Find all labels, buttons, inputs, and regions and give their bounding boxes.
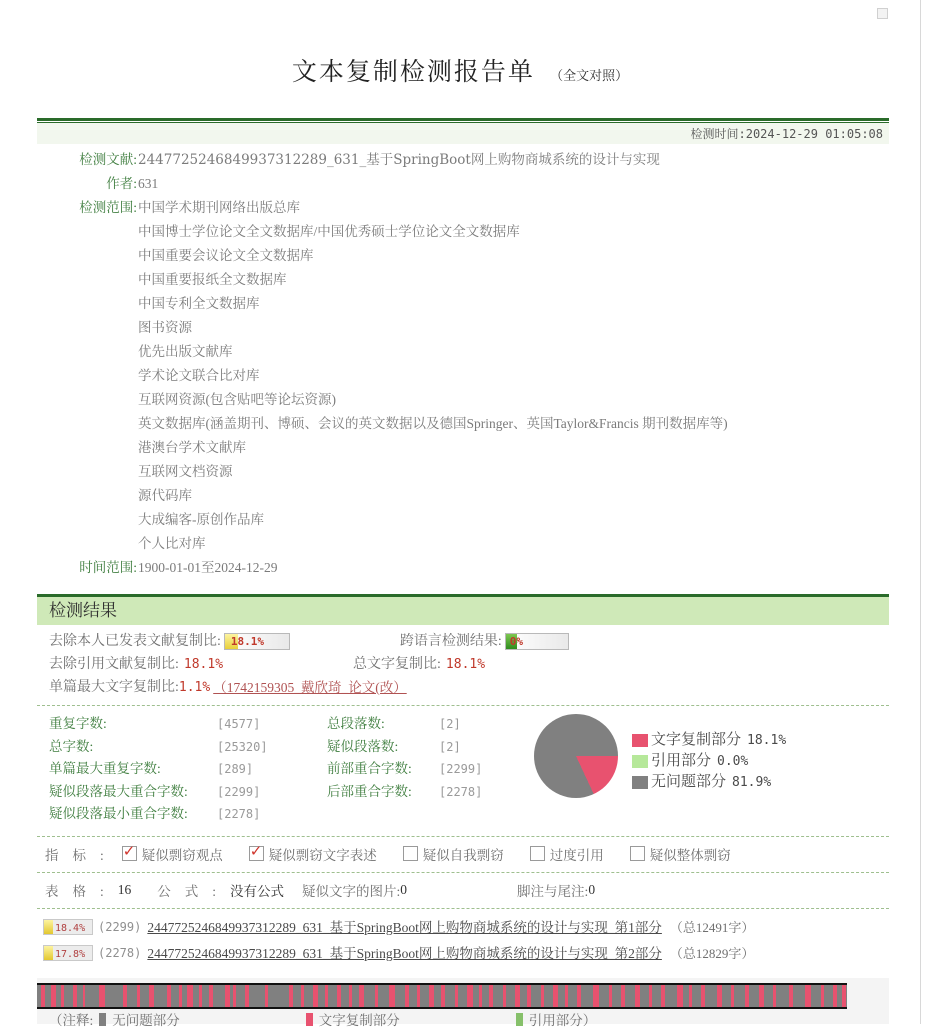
- scope-item-9: 英文数据库(涵盖期刊、博硕、会议的英文数据以及德国Springer、英国Taylor&Francis 期刊数据库等): [138, 416, 728, 431]
- stat-key-2: 单篇最大重复字数:: [49, 761, 161, 776]
- page-title-main: 文本复制检测报告单: [291, 57, 535, 86]
- footnote-label: 脚注与尾注:: [517, 883, 589, 899]
- strip-bar: [789, 985, 793, 1007]
- strip-bar: [635, 985, 640, 1007]
- meta-row-range: [37, 556, 889, 580]
- strip-bar: [123, 985, 127, 1007]
- strip-bar: [842, 985, 846, 1007]
- max-single-label: 单篇最大文字复制比:: [49, 680, 179, 695]
- window-right-edge: [920, 0, 921, 1024]
- stat-key-r1: 疑似段落数:: [327, 738, 399, 754]
- stats-row: [49, 713, 529, 736]
- strip-bar: [701, 985, 705, 1007]
- strip-bar: [689, 985, 692, 1007]
- checkbox-over-quotation[interactable]: [530, 846, 545, 861]
- strip-bar: [99, 985, 105, 1007]
- strip-bar: [41, 985, 45, 1007]
- strip-bar: [301, 985, 304, 1007]
- strip-bar: [51, 985, 56, 1007]
- meta-row-scope: [37, 196, 889, 220]
- stat-key-4: 疑似段落最小重合字数:: [49, 806, 188, 821]
- checkbox-whole-plagiarism[interactable]: [630, 846, 645, 861]
- similarity-distribution-strip: [37, 983, 847, 1009]
- stat-val-2: [289]: [217, 762, 254, 776]
- author-value: 631: [138, 176, 159, 191]
- cross-lang-value: 0%: [509, 635, 524, 648]
- legend-swatch-copied: [632, 734, 648, 747]
- stat-val-r1: [2]: [439, 739, 461, 754]
- stats-row: [49, 803, 529, 826]
- scope-item-0: 中国学术期刊网络出版总库: [138, 200, 300, 215]
- strip-bar: [417, 985, 420, 1007]
- strip-bar: [609, 985, 612, 1007]
- strip-bar: [527, 985, 531, 1007]
- strip-bar: [565, 985, 568, 1007]
- strip-bar: [245, 985, 249, 1007]
- table-formula-row: [37, 873, 889, 909]
- stats-row: [49, 758, 529, 781]
- page-title: [0, 52, 920, 88]
- strip-bar: [479, 985, 482, 1007]
- strip-bar: [83, 985, 85, 1007]
- stats-table: [49, 713, 529, 826]
- scope-item-2: 中国重要会议论文全文数据库: [138, 248, 314, 263]
- strip-bar: [73, 985, 77, 1007]
- cross-lang-gauge: [505, 633, 569, 650]
- legend-label-quoted: 引用部分: [651, 753, 712, 769]
- legend-label-copied: 文字复制部分: [651, 732, 742, 748]
- checkbox-self-plagiarism[interactable]: [403, 846, 418, 861]
- strip-bar: [541, 985, 544, 1007]
- strip-bar: [429, 985, 434, 1007]
- self-pub-gauge: [224, 633, 290, 650]
- strip-bar: [233, 985, 236, 1007]
- strip-bar: [209, 985, 213, 1007]
- indicators-label: 指标:: [45, 847, 118, 863]
- legend-item: [632, 730, 786, 751]
- range-label: 时间范围:: [79, 560, 137, 575]
- indicator-item-4[interactable]: [630, 844, 731, 864]
- strip-bar: [677, 985, 683, 1007]
- part-percent-2: 17.8%: [55, 949, 86, 960]
- part-gauge-2: [43, 945, 93, 961]
- part-link-2[interactable]: 2447725246849937312289_631_基于SpringBoot网上购物商城系统的设计与实现_第2部分: [147, 945, 662, 961]
- doc-value: 2447725246849937312289_631_基于SpringBoot网上购物商城系统的设计与实现: [138, 152, 660, 168]
- strip-bar: [455, 985, 458, 1007]
- scope-item-11: 互联网文档资源: [138, 464, 233, 479]
- strip-bar: [805, 985, 811, 1007]
- scope-item-8: 互联网资源(包含贴吧等论坛资源): [138, 392, 336, 407]
- part-link-1[interactable]: 2447725246849937312289_631_基于SpringBoot网上购物商城系统的设计与实现_第1部分: [147, 919, 662, 935]
- strip-bar: [61, 985, 64, 1007]
- ratios-block: [37, 625, 889, 706]
- strip-bar: [265, 985, 268, 1007]
- strip-bar: [745, 985, 749, 1007]
- stat-val-r3: [2278]: [439, 784, 483, 799]
- table-count-label: 表格:: [45, 883, 118, 899]
- legend-swatch-clean: [632, 776, 648, 789]
- stat-key-3: 疑似段落最大重合字数:: [49, 783, 188, 799]
- strip-bar: [225, 985, 230, 1007]
- indicator-label-4: 疑似整体剽窃: [649, 847, 731, 863]
- suspected-image-value: 0: [400, 881, 408, 897]
- result-section-title: 检测结果: [37, 594, 889, 625]
- suspected-image-label: 疑似文字的图片:: [302, 883, 401, 899]
- strip-legend-clean: 无问题部分: [112, 1013, 180, 1028]
- scope-item-7: 学术论文联合比对库: [138, 368, 260, 383]
- strip-bar: [731, 985, 734, 1007]
- scope-label: 检测范围:: [79, 200, 137, 215]
- stats-row: [49, 736, 529, 759]
- indicator-item-3[interactable]: [530, 844, 604, 864]
- indicator-label-1: 疑似剽窃文字表述: [268, 847, 377, 863]
- strip-bar: [661, 985, 665, 1007]
- indicator-item-0[interactable]: [122, 844, 223, 864]
- indicator-item-1[interactable]: [249, 844, 377, 864]
- legend-value-clean: 81.9%: [732, 775, 772, 790]
- legend-item: [632, 751, 786, 772]
- strip-bar: [717, 985, 722, 1007]
- stats-row: [49, 781, 529, 804]
- part-total-2: （总12829字）: [669, 945, 755, 961]
- stat-key-1: 总字数:: [49, 738, 94, 754]
- quoted-label: 去除引用文献复制比:: [49, 657, 179, 672]
- strip-bar: [349, 985, 352, 1007]
- strip-legend: [49, 1009, 596, 1029]
- strip-bar: [649, 985, 652, 1007]
- pie-graphic: [534, 714, 618, 798]
- legend-item: [632, 772, 786, 793]
- legend-value-quoted: 0.0%: [717, 754, 749, 769]
- indicator-label-3: 过度引用: [549, 847, 604, 863]
- stat-key-r2: 前部重合字数:: [327, 761, 412, 776]
- strip-bar: [199, 985, 202, 1007]
- scope-item-13: 大成编客-原创作品库: [138, 512, 264, 527]
- formula-value: 没有公式: [230, 883, 285, 899]
- strip-legend-copied: 文字复制部分: [318, 1013, 400, 1028]
- report-body: [37, 118, 889, 970]
- check-time-value: 2024-12-29 01:05:08: [745, 127, 883, 141]
- strip-bar: [289, 985, 293, 1007]
- scope-item-14: 个人比对库: [138, 536, 206, 551]
- part-count-2: (2278): [98, 945, 142, 960]
- indicator-item-2[interactable]: [403, 844, 504, 864]
- page-title-subtitle: （全文对照）: [550, 68, 629, 83]
- strip-legend-open: （注释:: [49, 1013, 94, 1028]
- strip-bar: [621, 985, 625, 1007]
- strip-bar: [759, 985, 764, 1007]
- stat-key-r0: 总段落数:: [327, 716, 385, 731]
- part-list: [37, 909, 889, 970]
- strip-bar: [149, 985, 154, 1007]
- stat-val-r2: [2299]: [439, 762, 483, 776]
- strip-bar: [187, 985, 193, 1007]
- strip-bar: [577, 985, 581, 1007]
- document-meta: [37, 148, 889, 580]
- strip-bar: [489, 985, 493, 1007]
- ratio-row-2: [49, 653, 889, 676]
- indicators-row: [37, 837, 889, 873]
- checkbox-suspected-text-plagiarism[interactable]: [249, 846, 264, 861]
- stat-val-r0: [2]: [439, 717, 461, 731]
- legend-swatch-quoted: [632, 755, 648, 768]
- strip-bar: [405, 985, 409, 1007]
- composition-pie-chart: [534, 714, 894, 798]
- stat-key-0: 重复字数:: [49, 716, 107, 731]
- legend-label-clean: 无问题部分: [651, 774, 727, 790]
- part-count-1: (2299): [98, 919, 142, 934]
- strip-bar: [515, 985, 520, 1007]
- strip-bar: [441, 985, 445, 1007]
- max-single-value: 1.1%: [178, 680, 211, 695]
- self-pub-label: 去除本人已发表文献复制比:: [49, 634, 221, 649]
- check-time-bar: [37, 123, 889, 144]
- strip-bar: [389, 985, 395, 1007]
- strip-bar: [467, 985, 473, 1007]
- strip-bar: [593, 985, 599, 1007]
- legend-value-copied: 18.1%: [747, 733, 787, 748]
- strip-bar: [167, 985, 171, 1007]
- scope-item-6: 优先出版文献库: [138, 344, 233, 359]
- strip-bar: [375, 985, 378, 1007]
- scope-item-4: 中国专利全文数据库: [138, 296, 260, 311]
- strip-bar: [313, 985, 318, 1007]
- total-label: 总文字复制比:: [353, 657, 441, 672]
- stat-val-1: [25320]: [217, 739, 268, 754]
- strip-bar: [833, 985, 837, 1007]
- part-row: [43, 916, 889, 939]
- indicator-label-2: 疑似自我剽窃: [422, 847, 504, 863]
- scope-item-5: 图书资源: [138, 320, 192, 335]
- part-total-1: （总12491字）: [669, 919, 755, 935]
- strip-bar: [503, 985, 506, 1007]
- strip-bar: [325, 985, 328, 1007]
- strip-bar: [337, 985, 341, 1007]
- part-row: [43, 942, 889, 965]
- cross-lang-label: 跨语言检测结果:: [399, 634, 502, 649]
- distribution-strip-zone: [37, 978, 889, 1028]
- strip-bar: [553, 985, 558, 1007]
- meta-row-author: [37, 172, 889, 196]
- check-time-label: 检测时间:: [690, 127, 746, 141]
- restore-window-icon[interactable]: [877, 8, 888, 19]
- strip-bar: [179, 985, 182, 1007]
- stat-key-r3: 后部重合字数:: [327, 783, 412, 799]
- doc-label: 检测文献:: [79, 152, 137, 167]
- ratio-row-1: [49, 630, 889, 653]
- part-percent-1: 18.4%: [55, 923, 86, 934]
- ratio-row-3: [49, 676, 889, 699]
- scope-item-1: 中国博士学位论文全文数据库/中国优秀硕士学位论文全文数据库: [138, 224, 520, 239]
- formula-label: 公式:: [157, 883, 231, 899]
- strip-bar: [137, 985, 140, 1007]
- quoted-value: 18.1%: [183, 657, 224, 672]
- max-single-doc-link[interactable]: （1742159305_戴欣琦_论文(改）: [213, 680, 407, 695]
- pie-legend: [632, 714, 786, 793]
- stats-and-chart: [37, 706, 889, 837]
- strip-legend-quoted: 引用部分）: [528, 1013, 597, 1028]
- stat-val-3: [2299]: [217, 784, 261, 799]
- scope-item-10: 港澳台学术文献库: [138, 440, 246, 455]
- table-count-value: 16: [117, 881, 132, 897]
- checkbox-suspected-idea-plagiarism[interactable]: [122, 846, 137, 861]
- part-gauge-1: [43, 919, 93, 935]
- indicator-label-0: 疑似剽窃观点: [141, 847, 223, 863]
- scope-item-12: 源代码库: [138, 488, 192, 503]
- total-value: 18.1%: [445, 657, 486, 672]
- stat-val-4: [2278]: [217, 807, 261, 821]
- strip-bar: [821, 985, 824, 1007]
- strip-bar: [773, 985, 776, 1007]
- author-label: 作者:: [106, 176, 137, 191]
- footnote-value: 0: [588, 881, 596, 897]
- self-pub-value: 18.1%: [230, 635, 265, 648]
- strip-bar: [359, 985, 364, 1007]
- stat-val-0: [4577]: [217, 717, 261, 731]
- scope-item-3: 中国重要报纸全文数据库: [138, 272, 287, 287]
- range-value: 1900-01-01至2024-12-29: [138, 560, 278, 575]
- meta-row-document: [37, 148, 889, 172]
